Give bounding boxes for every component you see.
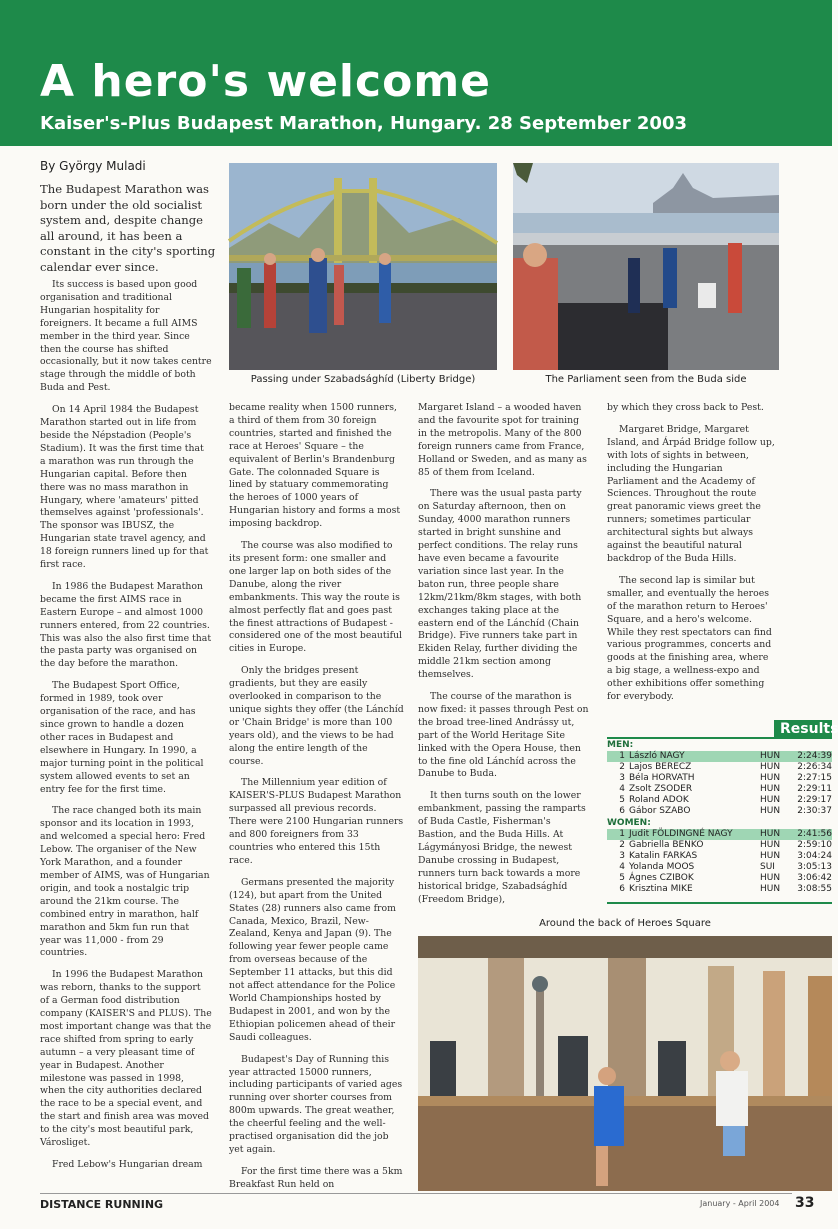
photo-liberty-bridge xyxy=(229,163,497,370)
footer-rule xyxy=(40,1193,792,1194)
result-name: Gábor SZABO xyxy=(629,806,691,816)
caption-liberty-bridge: Passing under Szabadsághíd (Liberty Bridge) xyxy=(250,374,476,385)
caption-heroes-square: Around the back of Heroes Square xyxy=(539,918,711,929)
result-time: 3:08:55 xyxy=(797,884,832,894)
paragraph: Budapest's Day of Running this year attracted 15000 runners, including participants of varied ages running over shorter courses from 800m upwards. The great weather, the cheerful feeling and the well-practised organisation did the job yet again. xyxy=(229,1053,403,1155)
result-nation: SUI xyxy=(760,862,775,872)
byline: By György Muladi xyxy=(40,159,146,173)
paragraph: The race changed both its main sponsor and its location in 1993, and welcomed a special hero: Fred Lebow. The organiser of the New York Marathon, and a founder member of AIMS, was of Hungarian origin, and took a nostalgic trip around the 21km course. The combined entry in marathon, half marathon and 5km fun run that year was 11,000 - from 29 countries. xyxy=(40,805,210,959)
results-rule xyxy=(607,737,832,739)
photo-heroes-square-graphic xyxy=(418,936,832,1191)
result-position: 3 xyxy=(619,773,625,783)
result-nation: HUN xyxy=(760,829,781,839)
result-time: 2:30:37 xyxy=(797,806,832,816)
result-time: 3:06:42 xyxy=(797,873,832,883)
result-time: 3:05:13 xyxy=(797,862,832,872)
result-name: Roland ADOK xyxy=(629,795,689,805)
article-subtitle: Kaiser's-Plus Budapest Marathon, Hungary. 28 September 2003 xyxy=(40,113,688,134)
result-time: 2:27:15 xyxy=(797,773,832,783)
result-nation: HUN xyxy=(760,795,781,805)
result-time: 2:29:11 xyxy=(797,784,832,794)
result-nation: HUN xyxy=(760,806,781,816)
result-name: Zsolt ZSODER xyxy=(629,784,693,794)
results-bottom-rule xyxy=(607,902,832,904)
paragraph: Margaret Bridge, Margaret Island, and Árpád Bridge follow up, with lots of sights in between, including the Hungarian Parliament and the Academy of Sciences. Throughout the route great panoramic views greet the runners; sometimes particular architectural sights but always against the beautiful natural backdrop of the Buda Hills. xyxy=(607,423,775,564)
article-column-1 xyxy=(40,279,212,1184)
result-time: 3:04:24 xyxy=(797,851,832,861)
result-time: 2:26:34 xyxy=(797,762,832,772)
article-column-2 xyxy=(229,402,404,1190)
result-nation: HUN xyxy=(760,762,781,772)
result-position: 3 xyxy=(619,851,625,861)
result-name: Gabriella BENKO xyxy=(629,840,704,850)
result-nation: HUN xyxy=(760,784,781,794)
result-nation: HUN xyxy=(760,840,781,850)
result-row xyxy=(607,862,832,873)
paragraph: Germans presented the majority (124), but apart from the United States (28) runners also came from Canada, Mexico, Brazil, New-Zealand, Kenya and Japan (9). The following year fewer people came from overseas because of the September 11 attacks, but this did not affect attendance for the Police World Championships hosted by Budapest in 2001, and won by the Ethiopian policemen ahead of their Saudi colleagues. xyxy=(229,876,396,1043)
lead-paragraph: The Budapest Marathon was born under the old socialist system and, despite change all around, it has been a constant in the city's sporting calendar ever since. xyxy=(40,182,216,274)
result-name: Ágnes CZIBOK xyxy=(629,873,694,883)
photo-heroes-square xyxy=(418,936,832,1191)
paragraph: The course was also modified to its present form: one smaller and one larger lap on both sides of the Danube, along the river embankments. This way the route is almost perfectly flat and goes past the finest attractions of Budapest - considered one of the most beautiful cities in Europe. xyxy=(229,540,403,655)
result-name: Katalin FARKAS xyxy=(629,851,698,861)
paragraph: In 1986 the Budapest Marathon became the first AIMS race in Eastern Europe – and almost 1000 runners entered, from 22 countries. This was also the also first time that the pasta party was organised on the day before the marathon. xyxy=(40,580,212,670)
result-position: 1 xyxy=(619,751,625,761)
result-nation: HUN xyxy=(760,773,781,783)
paragraph: It then turns south on the lower embankment, passing the ramparts of Buda Castle, Fisherman's Bastion, and the Buda Hills. At Lágymányosi Bridge, the newest Danube crossing in Budapest, runners turn back towards a more historical bridge, Szabadsághíd (Freedom Bridge), xyxy=(418,790,586,905)
paragraph: The course of the marathon is now fixed: it passes through Pest on the broad tree-lined Andrássy ut, part of the World Heritage Site linked with the Opera House, then to the fine old Lánchíd across the Danube to Buda. xyxy=(418,691,589,780)
paragraph: became reality when 1500 runners, a third of them from 30 foreign countries, started and finished the race at Heroes' Square – the equivalent of Berlin's Brandenburg Gate. The colonnaded Square is lined by statuary commemorating the heroes of 1000 years of Hungarian history and forms a most imposing backdrop. xyxy=(229,402,401,530)
photo-liberty-bridge-graphic xyxy=(229,163,497,370)
result-nation: HUN xyxy=(760,873,781,883)
paragraph: In 1996 the Budapest Marathon was reborn, thanks to the support of a German food distribution company (KAISER'S and PLUS). The most important change was that the race shifted from spring to early autumn – a very pleasant time of year in Budapest. Another milestone was passed in 1998, when the city authorities declared the race to be a special event, and the start and finish area was moved to the city's most beautiful park, Városliget. xyxy=(40,969,212,1149)
result-time: 2:29:17 xyxy=(797,795,832,805)
result-name: Krisztina MIKE xyxy=(629,884,693,894)
result-row xyxy=(607,840,832,851)
result-position: 6 xyxy=(619,884,625,894)
paragraph: Only the bridges present gradients, but they are easily overlooked in comparison to the unique sights they offer (the Lánchíd or 'Chain Bridge' is more than 100 years old), and the views to be had along the entire length of the course. xyxy=(229,665,404,767)
paragraph: The Millennium year edition of KAISER'S-PLUS Budapest Marathon surpassed all previous records. There were 2100 Hungarian runners and 800 foreigners from 33 countries who entered this 15th race. xyxy=(229,777,404,866)
paragraph: The Budapest Sport Office, formed in 1989, took over organisation of the race, and has since grown to handle a dozen other races in Budapest and elsewhere in Hungary. In 1990, a major turning point in the political system allowed events to set an entry fee for the first time. xyxy=(40,680,204,795)
result-name: László NAGY xyxy=(629,751,685,761)
magazine-name: DISTANCE RUNNING xyxy=(40,1198,164,1211)
paragraph: Its success is based upon good organisation and traditional Hungarian hospitality for foreigners. It became a full AIMS member in the third year. Since then the course has shifted occasionally, but it now takes centre stage through the middle of both Buda and Pest. xyxy=(40,279,212,394)
paragraph: On 14 April 1984 the Budapest Marathon started out in life from beside the Népstadion (People's Stadium). It was the first time that a marathon was run through the Hungarian capital. Before then there was no mass marathon in Hungary, where 'amateurs' pitted themselves against 'professionals'. The sponsor was IBUSZ, the Hungarian state travel agency, and 18 foreign runners lined up for that first race. xyxy=(40,404,209,571)
results-box xyxy=(607,720,838,905)
article-title: A hero's welcome xyxy=(40,56,492,107)
caption-parliament: The Parliament seen from the Buda side xyxy=(545,374,747,385)
page-number: 33 xyxy=(795,1195,815,1211)
result-row xyxy=(607,773,832,784)
result-row xyxy=(607,751,832,762)
result-row xyxy=(607,762,832,773)
result-name: Yolanda MOOS xyxy=(629,862,695,872)
photo-parliament-graphic xyxy=(513,163,779,370)
women-label: WOMEN: xyxy=(607,818,651,828)
result-time: 2:59:10 xyxy=(797,840,832,850)
paragraph: by which they cross back to Pest. xyxy=(607,402,764,413)
result-position: 4 xyxy=(619,862,625,872)
result-nation: HUN xyxy=(760,884,781,894)
result-position: 6 xyxy=(619,806,625,816)
paragraph: Margaret Island – a wooded haven and the favourite spot for training in the metropolis. Many of the 800 foreign runners came from France, Holland or Sweden, and as many as 85 of them from Iceland. xyxy=(418,402,587,478)
result-position: 4 xyxy=(619,784,625,794)
result-time: 2:24:39 xyxy=(797,751,832,761)
issue-date: January - April 2004 xyxy=(700,1199,780,1208)
paragraph: The second lap is similar but smaller, and eventually the heroes of the marathon return to Heroes' Square, and a hero's welcome. While they rest spectators can find various programmes, concerts and goods at the finishing area, where a big stage, a wellness-expo and other exhibitions offer something for everybody. xyxy=(607,574,772,703)
photo-parliament xyxy=(513,163,779,370)
paragraph: For the first time there was a 5km Breakfast Run held on xyxy=(229,1165,403,1190)
men-label: MEN: xyxy=(607,740,634,750)
result-nation: HUN xyxy=(760,851,781,861)
result-row xyxy=(607,806,832,817)
paragraph: Fred Lebow's Hungarian dream xyxy=(52,1159,203,1170)
result-row xyxy=(607,829,832,840)
result-position: 2 xyxy=(619,762,625,772)
result-position: 5 xyxy=(619,795,625,805)
result-row xyxy=(607,784,832,795)
result-row xyxy=(607,851,832,862)
result-row xyxy=(607,873,832,884)
title-banner xyxy=(0,0,832,146)
result-position: 1 xyxy=(619,829,625,839)
result-nation: HUN xyxy=(760,751,781,761)
result-row xyxy=(607,884,832,895)
result-row xyxy=(607,795,832,806)
results-title: Results xyxy=(774,720,832,738)
result-position: 2 xyxy=(619,840,625,850)
result-position: 5 xyxy=(619,873,625,883)
paragraph: There was the usual pasta party on Saturday afternoon, then on Sunday, 4000 marathon runners started in bright sunshine and perfect conditions. The relay runs have even became a favourite variation since last year. In the baton run, three people share 12km/21km/8km stages, with both exchanges taking place at the eastern end of the Lánchíd (Chain Bridge). Five runners take part in Ekiden Relay, further dividing the middle 21km section among themselves. xyxy=(418,488,582,681)
result-name: Judit FÖLDINGNÉ NAGY xyxy=(629,829,733,839)
result-name: Béla HORVATH xyxy=(629,773,695,783)
result-name: Lajos BERECZ xyxy=(629,762,692,772)
article-column-4 xyxy=(607,402,775,712)
result-time: 2:41:56 xyxy=(797,829,832,839)
